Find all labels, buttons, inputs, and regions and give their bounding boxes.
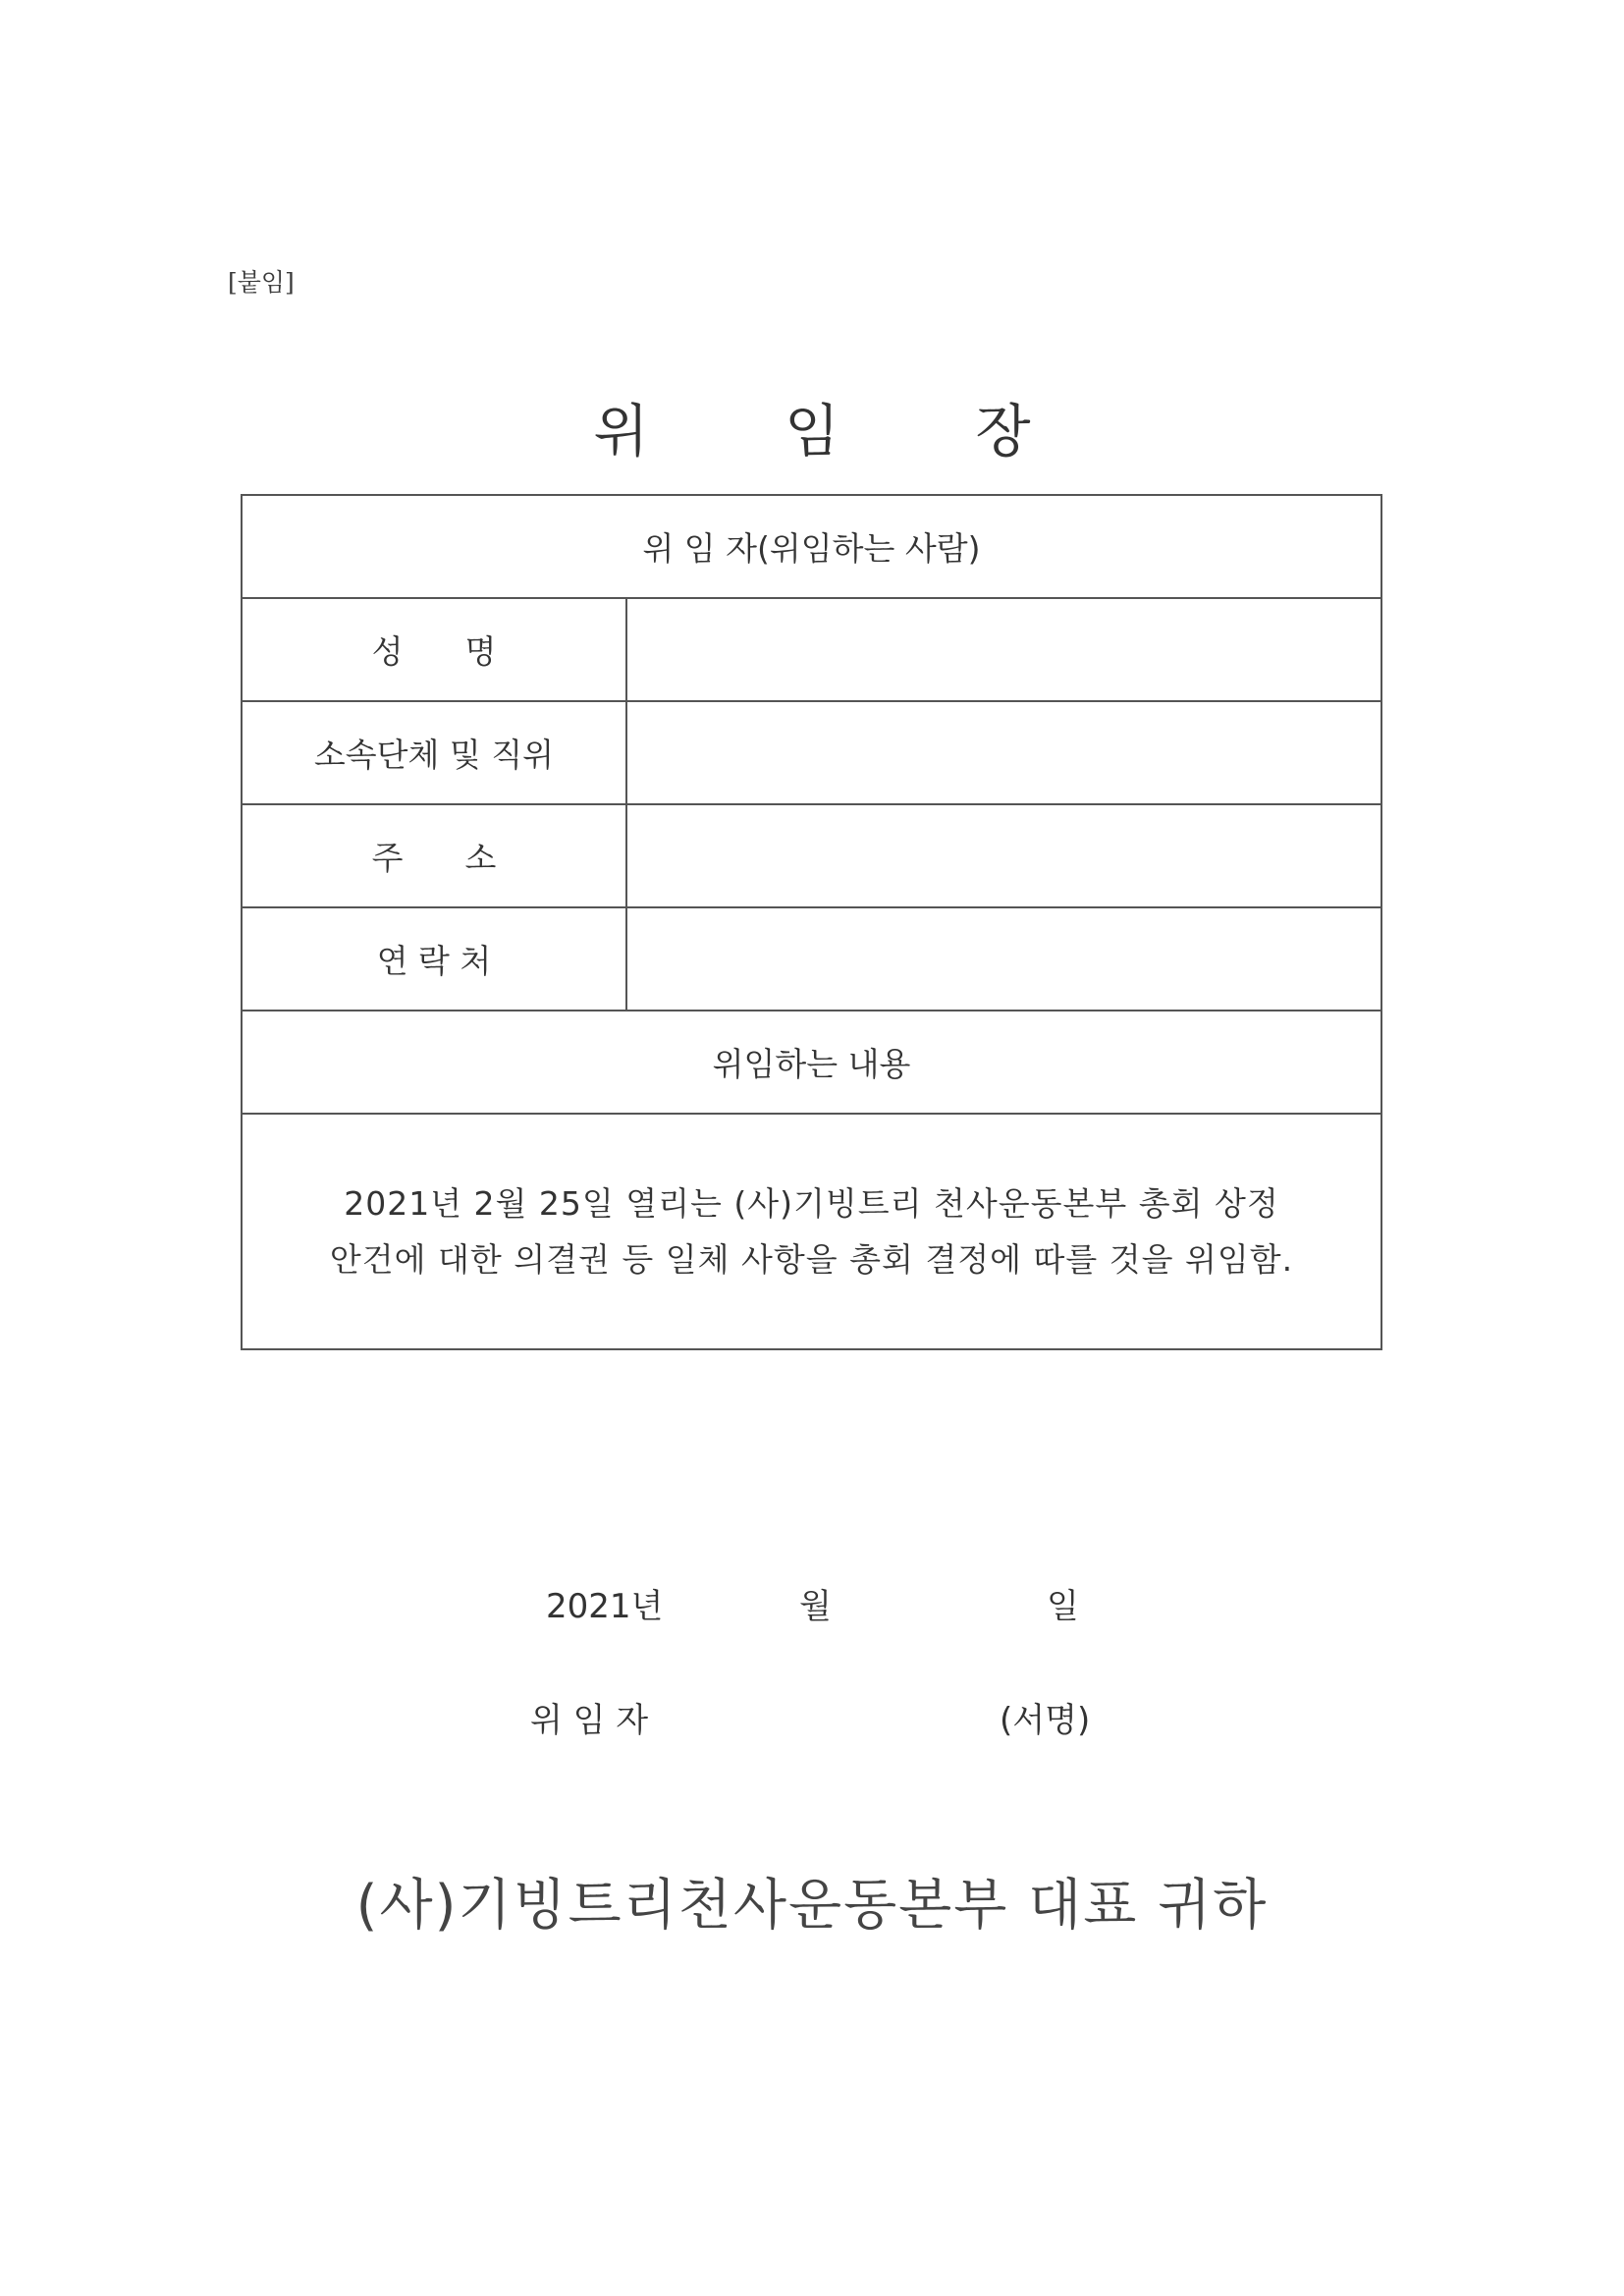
affiliation-label: 소속단체 및 직위	[243, 702, 627, 803]
content-line-2: 안건에 대한 의결권 등 일체 사항을 총회 결정에 따를 것을 위임함.	[329, 1240, 1294, 1279]
contact-label: 연 락 처	[243, 908, 627, 1010]
address-label: 주 소	[243, 805, 627, 906]
name-row	[243, 599, 1380, 702]
delegation-content	[243, 1115, 1380, 1348]
date-year: 2021년	[546, 1587, 664, 1626]
contact-row	[243, 908, 1380, 1011]
name-field[interactable]	[627, 599, 1380, 700]
proxy-form-table	[241, 494, 1382, 1350]
content-header: 위임하는 내용	[712, 1045, 911, 1083]
affiliation-row	[243, 702, 1380, 805]
delegator-sign-label: 위 임 자	[530, 1701, 649, 1740]
recipient-line: (사)기빙트리천사운동본부 대표 귀하	[355, 1874, 1269, 1938]
address-field[interactable]	[627, 805, 1380, 906]
delegator-header: 위 임 자(위임하는 사람)	[642, 529, 981, 568]
document-title: 위 임 장	[593, 398, 1090, 465]
signature-hint: (서명)	[1000, 1701, 1091, 1740]
date-month: 월	[799, 1587, 832, 1626]
address-row	[243, 805, 1380, 908]
content-header-row	[243, 1011, 1380, 1115]
content-line-1: 2021년 2월 25일 열리는 (사)기빙트리 천사운동본부 총회 상정	[344, 1184, 1279, 1223]
date-day: 일	[1047, 1587, 1079, 1626]
attachment-label: [붙임]	[228, 268, 295, 297]
affiliation-field[interactable]	[627, 702, 1380, 803]
name-label: 성 명	[243, 599, 627, 700]
delegator-header-row	[243, 496, 1380, 599]
contact-field[interactable]	[627, 908, 1380, 1010]
